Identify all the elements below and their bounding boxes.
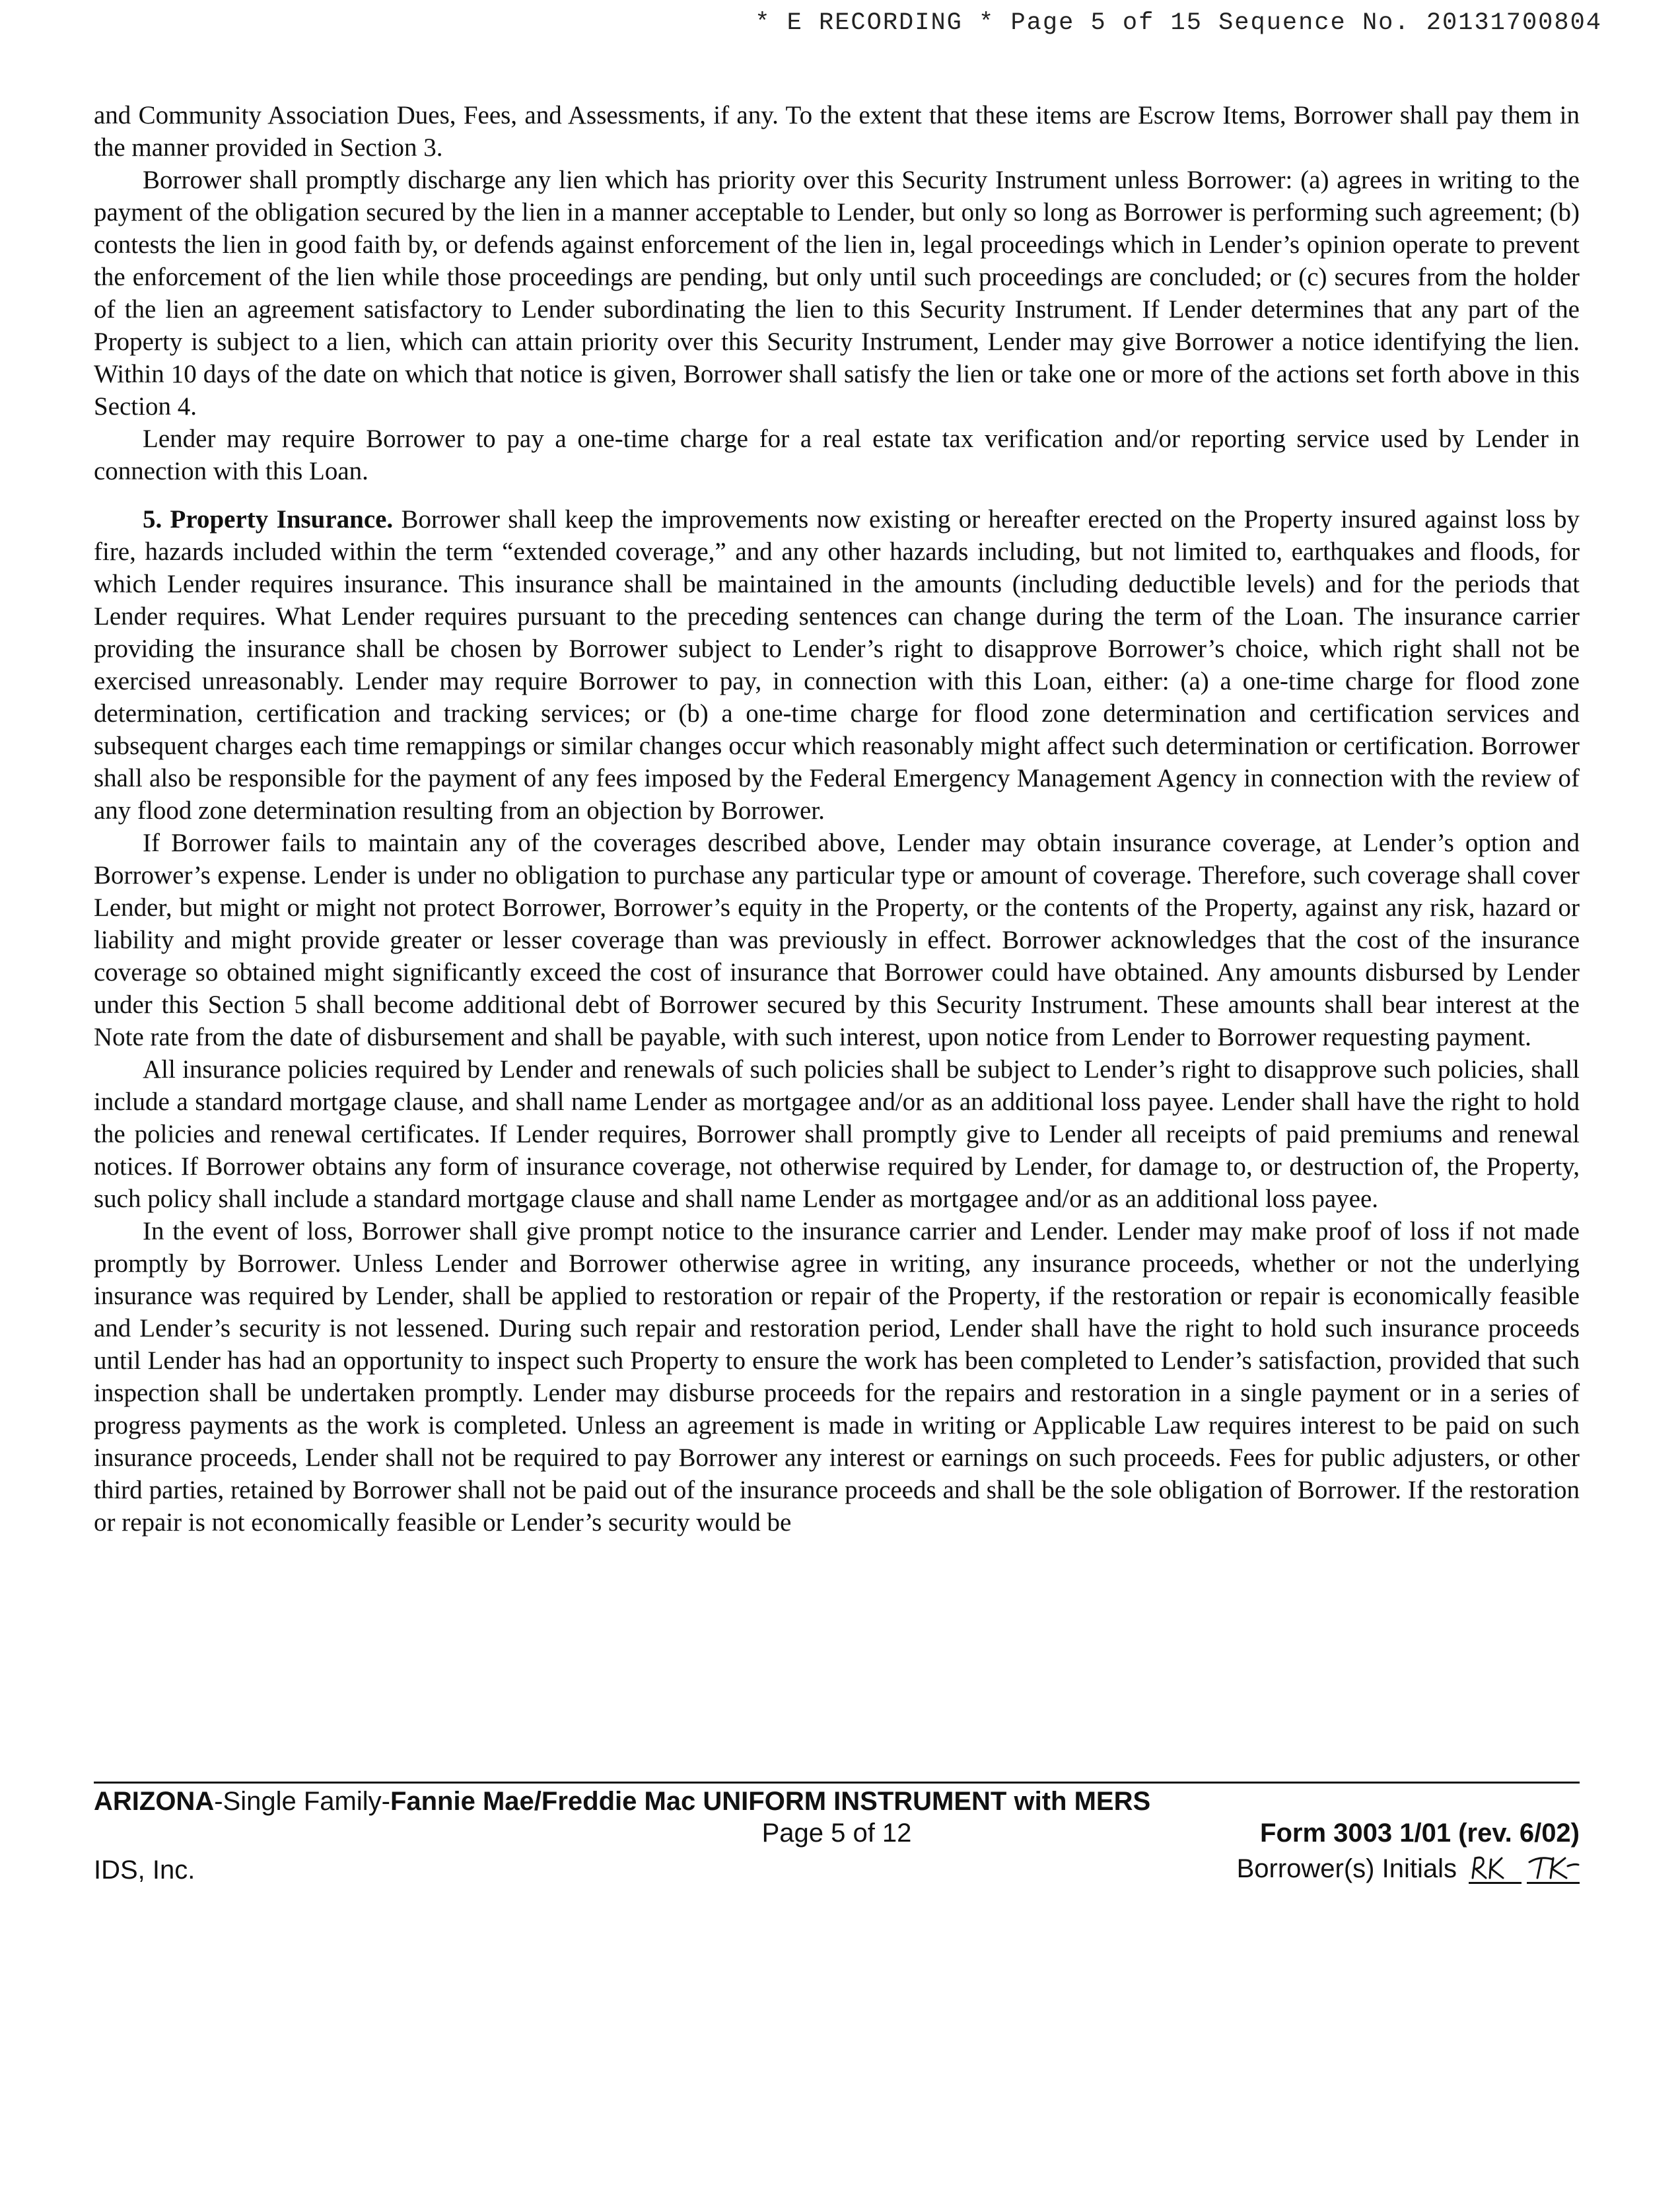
document-body [94,99,1580,1539]
form-type-a: -Single Family- [214,1787,390,1816]
initials-label: Borrower(s) Initials [1236,1854,1457,1883]
form-state: ARIZONA [94,1787,215,1816]
paragraph-lender-coverage: If Borrower fails to maintain any of the coverages described above, Lender may obtain insurance coverage, at Lender’s option and Borrower’s expense. Lender is under no obligation to purchase any particular type or amount of coverage. Therefore, such coverage shall cover Lender, but might or might not protect Borrower, Borrower’s equity in the Property, or the contents of the Property, against any risk, hazard or liability and might provide greater or lesser coverage than was previously in effect. Borrower acknowledges that the cost of the insurance coverage so obtained might significantly exceed the cost of insurance that Borrower could have obtained. Any amounts disbursed by Lender under this Section 5 shall become additional debt of Borrower secured by this Security Instrument. These amounts shall bear interest at the Note rate from the date of disbursement and shall be payable, with such interest, upon notice from Lender to Borrower requesting payment. [94,829,1580,1051]
form-title [94,1787,1150,1817]
initials-signature-1 [1469,1853,1522,1884]
handwritten-initials-1 [1469,1853,1522,1882]
section-5-property-insurance [94,503,1580,827]
form-type-b: Fannie Mae/Freddie Mac UNIFORM INSTRUMENT with MERS [390,1787,1151,1816]
handwritten-initials-2 [1527,1853,1580,1882]
paragraph-lien-discharge: Borrower shall promptly discharge any lien which has priority over this Security Instrument unless Borrower: (a) agrees in writing to the payment of the obligation secured by the lien in a manner acceptable to Lender, but only so long as Borrower is performing such agreement; (b) contests the lien in good faith by, or defends against enforcement of the lien in, legal proceedings which in Lender’s opinion operate to prevent the enforcement of the lien while those proceedings are pending, but only until such proceedings are concluded; or (c) secures from the holder of the lien an agreement satisfactory to Lender subordinating the lien to this Security Instrument. If Lender determines that any part of the Property is subject to a lien, which can attain priority over this Security Instrument, Lender may give Borrower a notice identifying the lien. Within 10 days of the date on which that notice is given, Borrower shall satisfy the lien or take one or more of the actions set forth above in this Section 4. [94,166,1580,421]
footer-divider [94,1782,1580,1784]
initials-signature-2 [1527,1853,1580,1884]
form-number: Form 3003 1/01 (rev. 6/02) [1260,1819,1580,1848]
paragraph-tax-verification: Lender may require Borrower to pay a one-time charge for a real estate tax verification and/or reporting service used by Lender in connection with this Loan. [94,425,1580,485]
section-5-heading: 5. Property Insurance. [143,505,394,534]
company-name: IDS, Inc. [94,1856,195,1885]
borrower-initials [1237,1853,1580,1884]
recording-stamp: * E RECORDING * Page 5 of 15 Sequence No. 20131700804 [755,9,1602,37]
paragraph-insurance-policies: All insurance policies required by Lender and renewals of such policies shall be subject to Lender’s right to disapprove such policies, shall include a standard mortgage clause, and shall name Lender as mortgagee and/or as an additional loss payee. Lender shall have the right to hold the policies and renewal certificates. If Lender requires, Borrower shall promptly give to Lender all receipts of paid premiums and renewal notices. If Borrower obtains any form of insurance coverage, not otherwise required by Lender, for damage to, or destruction of, the Property, such policy shall include a standard mortgage clause and shall name Lender as mortgagee and/or as an additional loss payee. [94,1055,1580,1213]
page-footer [94,1787,1580,1892]
paragraph-event-of-loss: In the event of loss, Borrower shall give prompt notice to the insurance carrier and Lender. Lender may make proof of loss if not made promptly by Borrower. Unless Lender and Borrower otherwise agree in writing, any insurance proceeds, whether or not the underlying insurance was required by Lender, shall be applied to restoration or repair of the Property, if the restoration or repair is economically feasible and Lender’s security is not lessened. During such repair and restoration period, Lender shall have the right to hold such insurance proceeds until Lender has had an opportunity to inspect such Property to ensure the work has been completed to Lender’s satisfaction, provided that such inspection shall be undertaken promptly. Lender may disburse proceeds for the repairs and restoration in a single payment or in a series of progress payments as the work is completed. Unless an agreement is made in writing or Applicable Law requires interest to be paid on such insurance proceeds, Lender shall not be required to pay Borrower any interest or earnings on such proceeds. Fees for public adjusters, or other third parties, retained by Borrower shall not be paid out of the insurance proceeds and shall be the sole obligation of Borrower. If the restoration or repair is not economically feasible or Lender’s security would be [94,1217,1580,1537]
paragraph-continuation: and Community Association Dues, Fees, and Assessments, if any. To the extent that these items are Escrow Items, Borrower shall pay them in the manner provided in Section 3. [94,101,1580,162]
page-number: Page 5 of 12 [761,1819,912,1848]
section-5-text: Borrower shall keep the improvements now existing or hereafter erected on the Property insured against loss by fire, hazards included within the term “extended coverage,” and any other hazards including, but not limited to, earthquakes and floods, for which Lender requires insurance. This insurance shall be maintained in the amounts (including deductible levels) and for the periods that Lender requires. What Lender requires pursuant to the preceding sentences can change during the term of the Loan. The insurance carrier providing the insurance shall be chosen by Borrower subject to Lender’s right to disapprove Borrower’s choice, which right shall not be exercised unreasonably. Lender may require Borrower to pay, in connection with this Loan, either: (a) a one-time charge for flood zone determination, certification and tracking services; or (b) a one-time charge for flood zone determination and certification services and subsequent charges each time remappings or similar changes occur which reasonably might affect such determination or certification. Borrower shall also be responsible for the payment of any fees imposed by the Federal Emergency Management Agency in connection with the review of any flood zone determination resulting from an objection by Borrower. [94,505,1580,825]
